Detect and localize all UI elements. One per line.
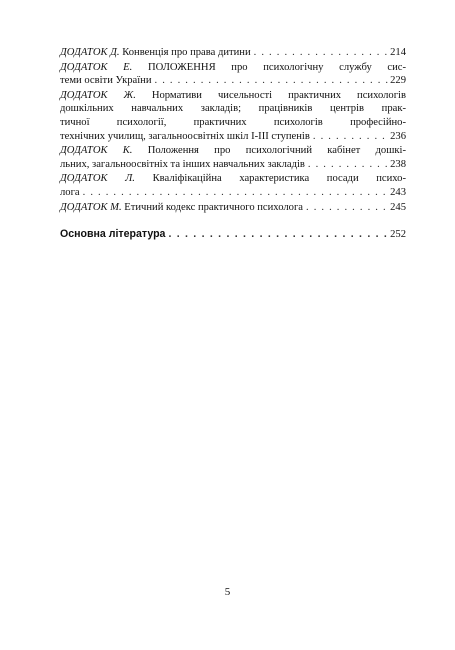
toc-entry-label: ДОДАТОК К.	[60, 145, 133, 157]
toc-entry-d[interactable]	[60, 46, 406, 60]
dot-leader	[305, 158, 390, 172]
toc-entry-literature[interactable]	[60, 228, 406, 242]
toc-page-number: 243	[390, 186, 406, 198]
toc-entry-zh[interactable]	[60, 89, 406, 143]
toc-page-number: 229	[390, 75, 406, 87]
toc-entry-title-cont: теми освіти України	[60, 75, 152, 87]
toc-entry-label: ДОДАТОК Л.	[60, 173, 135, 185]
toc-page-number: 245	[390, 201, 406, 213]
toc-entry-label: ДОДАТОК М.	[60, 201, 122, 213]
dot-leader	[310, 130, 390, 144]
toc-entry-title: Положення про психологічний кабінет дошкі-	[132, 145, 406, 157]
toc-entry-title-cont: тичної психології, практичних психологів професійно-	[60, 116, 406, 128]
toc-entry-title: Основна література	[60, 228, 166, 241]
toc-entry-label: ДОДАТОК Ж.	[60, 89, 136, 101]
toc-page-number: 238	[390, 158, 406, 170]
toc-entry-title-cont: льних, загальноосвітніх та інших навчальних закладів	[60, 158, 305, 170]
toc-entry-l[interactable]	[60, 172, 406, 199]
dot-leader	[165, 228, 390, 242]
dot-leader	[80, 186, 390, 200]
toc-page-number: 236	[390, 130, 406, 142]
toc-entry-title: Нормативи чисельності практичних психологів	[135, 89, 406, 101]
toc-page-number: 252	[390, 229, 406, 241]
toc-entry-m[interactable]	[60, 201, 406, 215]
toc-entry-k[interactable]	[60, 144, 406, 171]
dot-leader	[152, 74, 391, 88]
toc-entry-title: Конвенція про права дитини	[119, 47, 251, 58]
toc-entry-title-cont: технічних училищ, загальноосвітніх шкіл І-ІІІ ступенів	[60, 130, 310, 142]
page-number: 5	[224, 586, 231, 598]
toc-entry-title: ПОЛОЖЕННЯ про психологічну службу сис-	[132, 61, 406, 73]
toc-entry-title: Етичний кодекс практичного психолога	[121, 201, 303, 213]
toc-entry-e[interactable]	[60, 61, 406, 88]
dot-leader	[303, 201, 390, 215]
toc-entry-label: ДОДАТОК Е.	[60, 61, 133, 73]
toc-entry-title: Кваліфікаційна характеристика посади психо-	[134, 173, 406, 185]
dot-leader	[251, 46, 390, 60]
table-of-contents	[60, 46, 406, 243]
toc-page-number: 214	[390, 47, 406, 58]
toc-entry-title-cont: лога	[60, 186, 80, 198]
toc-entry-title-cont: дошкільних навчальних закладів; працівників центрів прак-	[60, 103, 406, 115]
toc-entry-label: ДОДАТОК Д.	[60, 47, 120, 58]
